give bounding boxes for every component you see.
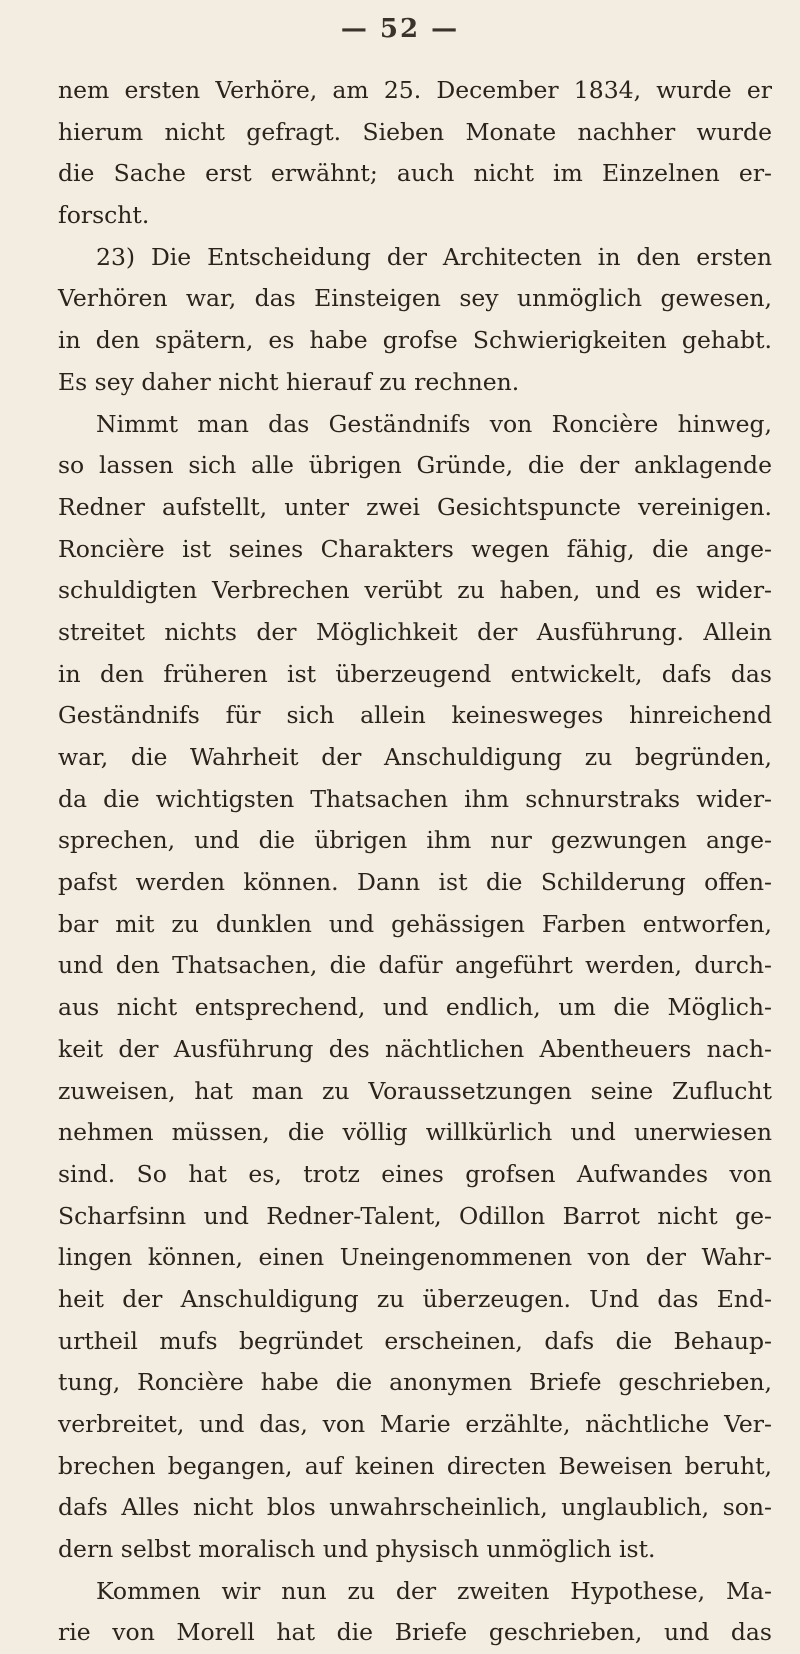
text-line: bar mit zu dunklen und gehässigen Farben entworfen, <box>58 909 772 938</box>
text-line: dern selbst moralisch und physisch unmöglich ist. <box>58 1535 656 1564</box>
text-line: sprechen, und die übrigen ihm nur gezwungen ange- <box>58 826 772 855</box>
text-line: Geständnifs für sich allein keinesweges hinreichend <box>58 701 772 730</box>
text-line: Nimmt man das Geständnifs von Roncière hinweg, <box>96 409 772 438</box>
body-text <box>58 70 772 1654</box>
text-line: Redner aufstellt, unter zwei Gesichtspuncte vereinigen. <box>58 492 772 521</box>
text-line: nehmen müssen, die völlig willkürlich und unerwiesen <box>58 1118 772 1147</box>
text-line: zuweisen, hat man zu Voraussetzungen seine Zuflucht <box>58 1076 772 1105</box>
text-line: heit der Anschuldigung zu überzeugen. Und das End- <box>58 1284 772 1313</box>
text-line: in den früheren ist überzeugend entwickelt, dafs das <box>58 659 772 688</box>
text-line: Kommen wir nun zu der zweiten Hypothese, Ma- <box>96 1576 772 1605</box>
text-line: verbreitet, und das, von Marie erzählte, nächtliche Ver- <box>58 1410 772 1438</box>
text-line: hierum nicht gefragt. Sieben Monate nachher wurde <box>58 117 772 146</box>
text-line: sind. So hat es, trotz eines grofsen Aufwandes von <box>58 1159 772 1188</box>
text-line: und den Thatsachen, die dafür angeführt werden, durch- <box>58 951 772 980</box>
text-line: Scharfsinn und Redner-Talent, Odillon Barrot nicht ge- <box>58 1201 772 1230</box>
text-line: nem ersten Verhöre, am 25. December 1834, wurde er <box>58 76 772 104</box>
text-line: brechen begangen, auf keinen directen Beweisen beruht, <box>58 1451 772 1480</box>
text-line: aus nicht entsprechend, und endlich, um die Möglich- <box>58 993 772 1022</box>
text-line: forscht. <box>58 201 150 230</box>
text-line: die Sache erst erwähnt; auch nicht im Einzelnen er- <box>58 159 772 188</box>
text-line: keit der Ausführung des nächtlichen Abentheuers nach- <box>58 1034 772 1063</box>
text-line: Roncière ist seines Charakters wegen fähig, die ange- <box>58 534 772 563</box>
text-line: urtheil mufs begründet erscheinen, dafs die Behaup- <box>58 1326 772 1355</box>
text-line: Verhören war, das Einsteigen sey unmöglich gewesen, <box>58 284 772 313</box>
text-line: streitet nichts der Möglichkeit der Ausführung. Allein <box>58 617 772 646</box>
text-line: war, die Wahrheit der Anschuldigung zu begründen, <box>58 743 772 771</box>
text-line: da die wichtigsten Thatsachen ihm schnurstraks wider- <box>58 784 772 813</box>
text-line: rie von Morell hat die Briefe geschrieben, und das <box>58 1618 772 1647</box>
text-line: lingen können, einen Uneingenommenen von der Wahr- <box>58 1243 772 1272</box>
text-line: schuldigten Verbrechen verübt zu haben, und es wider- <box>58 576 772 605</box>
text-line: in den spätern, es habe grofse Schwierigkeiten gehabt. <box>58 326 772 355</box>
text-line: Es sey daher nicht hierauf zu rechnen. <box>58 367 520 396</box>
text-line: so lassen sich alle übrigen Gründe, die der anklagende <box>58 451 772 480</box>
text-line: 23) Die Entscheidung der Architecten in den ersten <box>96 242 772 271</box>
page-number: — 52 — <box>340 14 460 44</box>
text-line: tung, Roncière habe die anonymen Briefe geschrieben, <box>58 1368 772 1397</box>
text-line: dafs Alles nicht blos unwahrscheinlich, unglaublich, son- <box>58 1493 772 1522</box>
text-line: pafst werden können. Dann ist die Schilderung offen- <box>58 868 772 897</box>
